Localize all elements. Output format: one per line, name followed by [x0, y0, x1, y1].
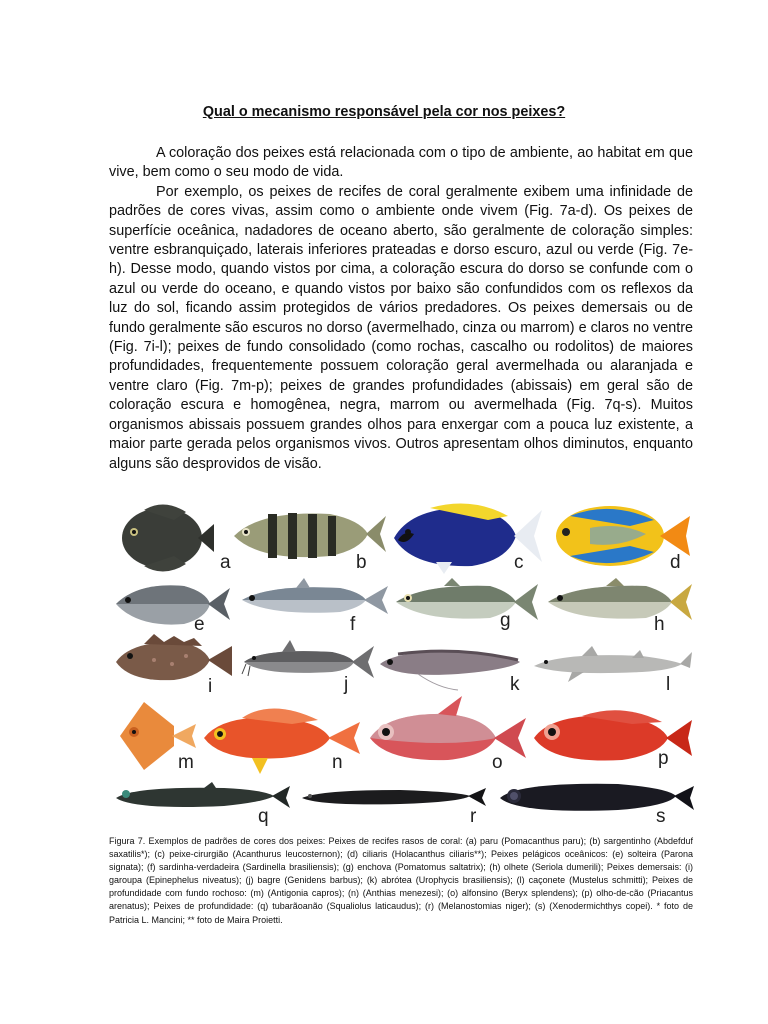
- fish-d-icon: [550, 500, 690, 570]
- label-e: e: [194, 614, 205, 635]
- fish-k-icon: [378, 644, 524, 690]
- fish-h-icon: [546, 578, 692, 624]
- figure-caption: Figura 7. Exemplos de padrões de cores dos peixes: Peixes de recifes rasos de coral: (a) paru (Pomacanthus paru); (b) sargentinho (Abdefduf saxatilis*); (c) peixe-cirurgião (Acanthurus leucosternon); (d) ciliaris (Holacanthus ciliaris**); Peixes pelágicos oceânicos: (e) solteira (Parona signata); (f) sardinha-verdadeira (Sardinella brasiliensis); (g) enchova (Pomatomus saltatrix); (h) olhete (Seriola dumerili); Peixes demersais: (i) garoupa (Epinephelus niveatus); (j) bagre (Genidens barbus); (k) abrótea (Urophycis brasiliensis); (l) caçonete (Mustelus schmitti); Peixes de profundidade com fundo rochoso: (m) (Antigonia capros); (n) (Anthias menezesi); (o) alfonsino (Beryx splendens); (p) olho-de-cão (Priacantus arenatus); Peixes de profundidade: (q) tubarãoanão (Squaliolus laticaudus); (r) (Melanostomias niger); (s) (Xenodermichthys copei). * foto de Patricia L. Mancini; ** foto de Maira Proietti.: [109, 836, 693, 925]
- label-s: s: [656, 806, 666, 827]
- label-f: f: [350, 614, 356, 635]
- fish-g-icon: [394, 578, 538, 624]
- paragraph-1: A coloração dos peixes está relacionada com o tipo de ambiente, ao habitat em que vive, bem como o seu modo de vida.: [109, 145, 693, 181]
- label-i: i: [208, 676, 213, 697]
- fish-a-icon: [114, 502, 214, 572]
- fish-e-icon: [114, 580, 230, 630]
- label-k: k: [510, 674, 520, 695]
- label-n: n: [332, 752, 343, 773]
- label-q: q: [258, 806, 269, 827]
- label-c: c: [514, 552, 524, 573]
- fish-i-icon: [114, 634, 232, 686]
- fish-r-icon: [300, 786, 486, 808]
- label-l: l: [666, 674, 671, 695]
- label-g: g: [500, 610, 511, 631]
- fish-j-icon: [242, 640, 374, 684]
- figure-7: [108, 498, 696, 828]
- paragraph-2: Por exemplo, os peixes de recifes de coral geralmente exibem uma infinidade de padrões de cores vivas, assim como o ambiente onde vivem (Fig. 7a-d). Os peixes de superfície oceânica, nadadores de oceano aberto, são geralmente de coloração simples: ventre esbranquiçado, laterais inferiores prateadas e dorso escuro, azul ou verde (Fig. 7e-h). Desse modo, quando vistos por cima, a coloração escura do dorso se confunde com o azul ou verde do oceano, e quando vistos por baixo são confundidos com os reflexos da luz do sol, ficando assim protegidos de vários predadores. Os peixes demersais ou de fundo geralmente são escuros no dorso (avermelhado, cinza ou marrom) e claros no ventre (Fig. 7i-l); peixes de fundo consolidado (como rochas, cascalho ou rodolitos) de maiores profundidades, frequentemente possuem coloração geral avermelhada ou alaranjada e ventre claro (Fig. 7m-p); peixes de grandes profundidades (abissais) em geral são de coloração escura e homogênea, negra, marrom ou avermelhada (Fig. 7q-s). Muitos organismos abissais possuem grandes olhos para enxergar com a pouca luz existente, a maior parte gerada pelos organismos vivos. Outros apresentam olhos diminutos, enquanto alguns são desprovidos de visão.: [109, 183, 693, 472]
- label-p: p: [658, 748, 669, 769]
- fish-f-icon: [240, 578, 388, 618]
- label-r: r: [470, 806, 477, 827]
- label-m: m: [178, 752, 194, 773]
- label-j: j: [344, 674, 349, 695]
- label-o: o: [492, 752, 503, 773]
- label-a: a: [220, 552, 231, 573]
- body-text: [109, 144, 693, 474]
- page-title: Qual o mecanismo responsável pela cor nos peixes?: [202, 104, 566, 120]
- label-d: d: [670, 552, 681, 573]
- label-h: h: [654, 614, 665, 635]
- label-b: b: [356, 552, 367, 573]
